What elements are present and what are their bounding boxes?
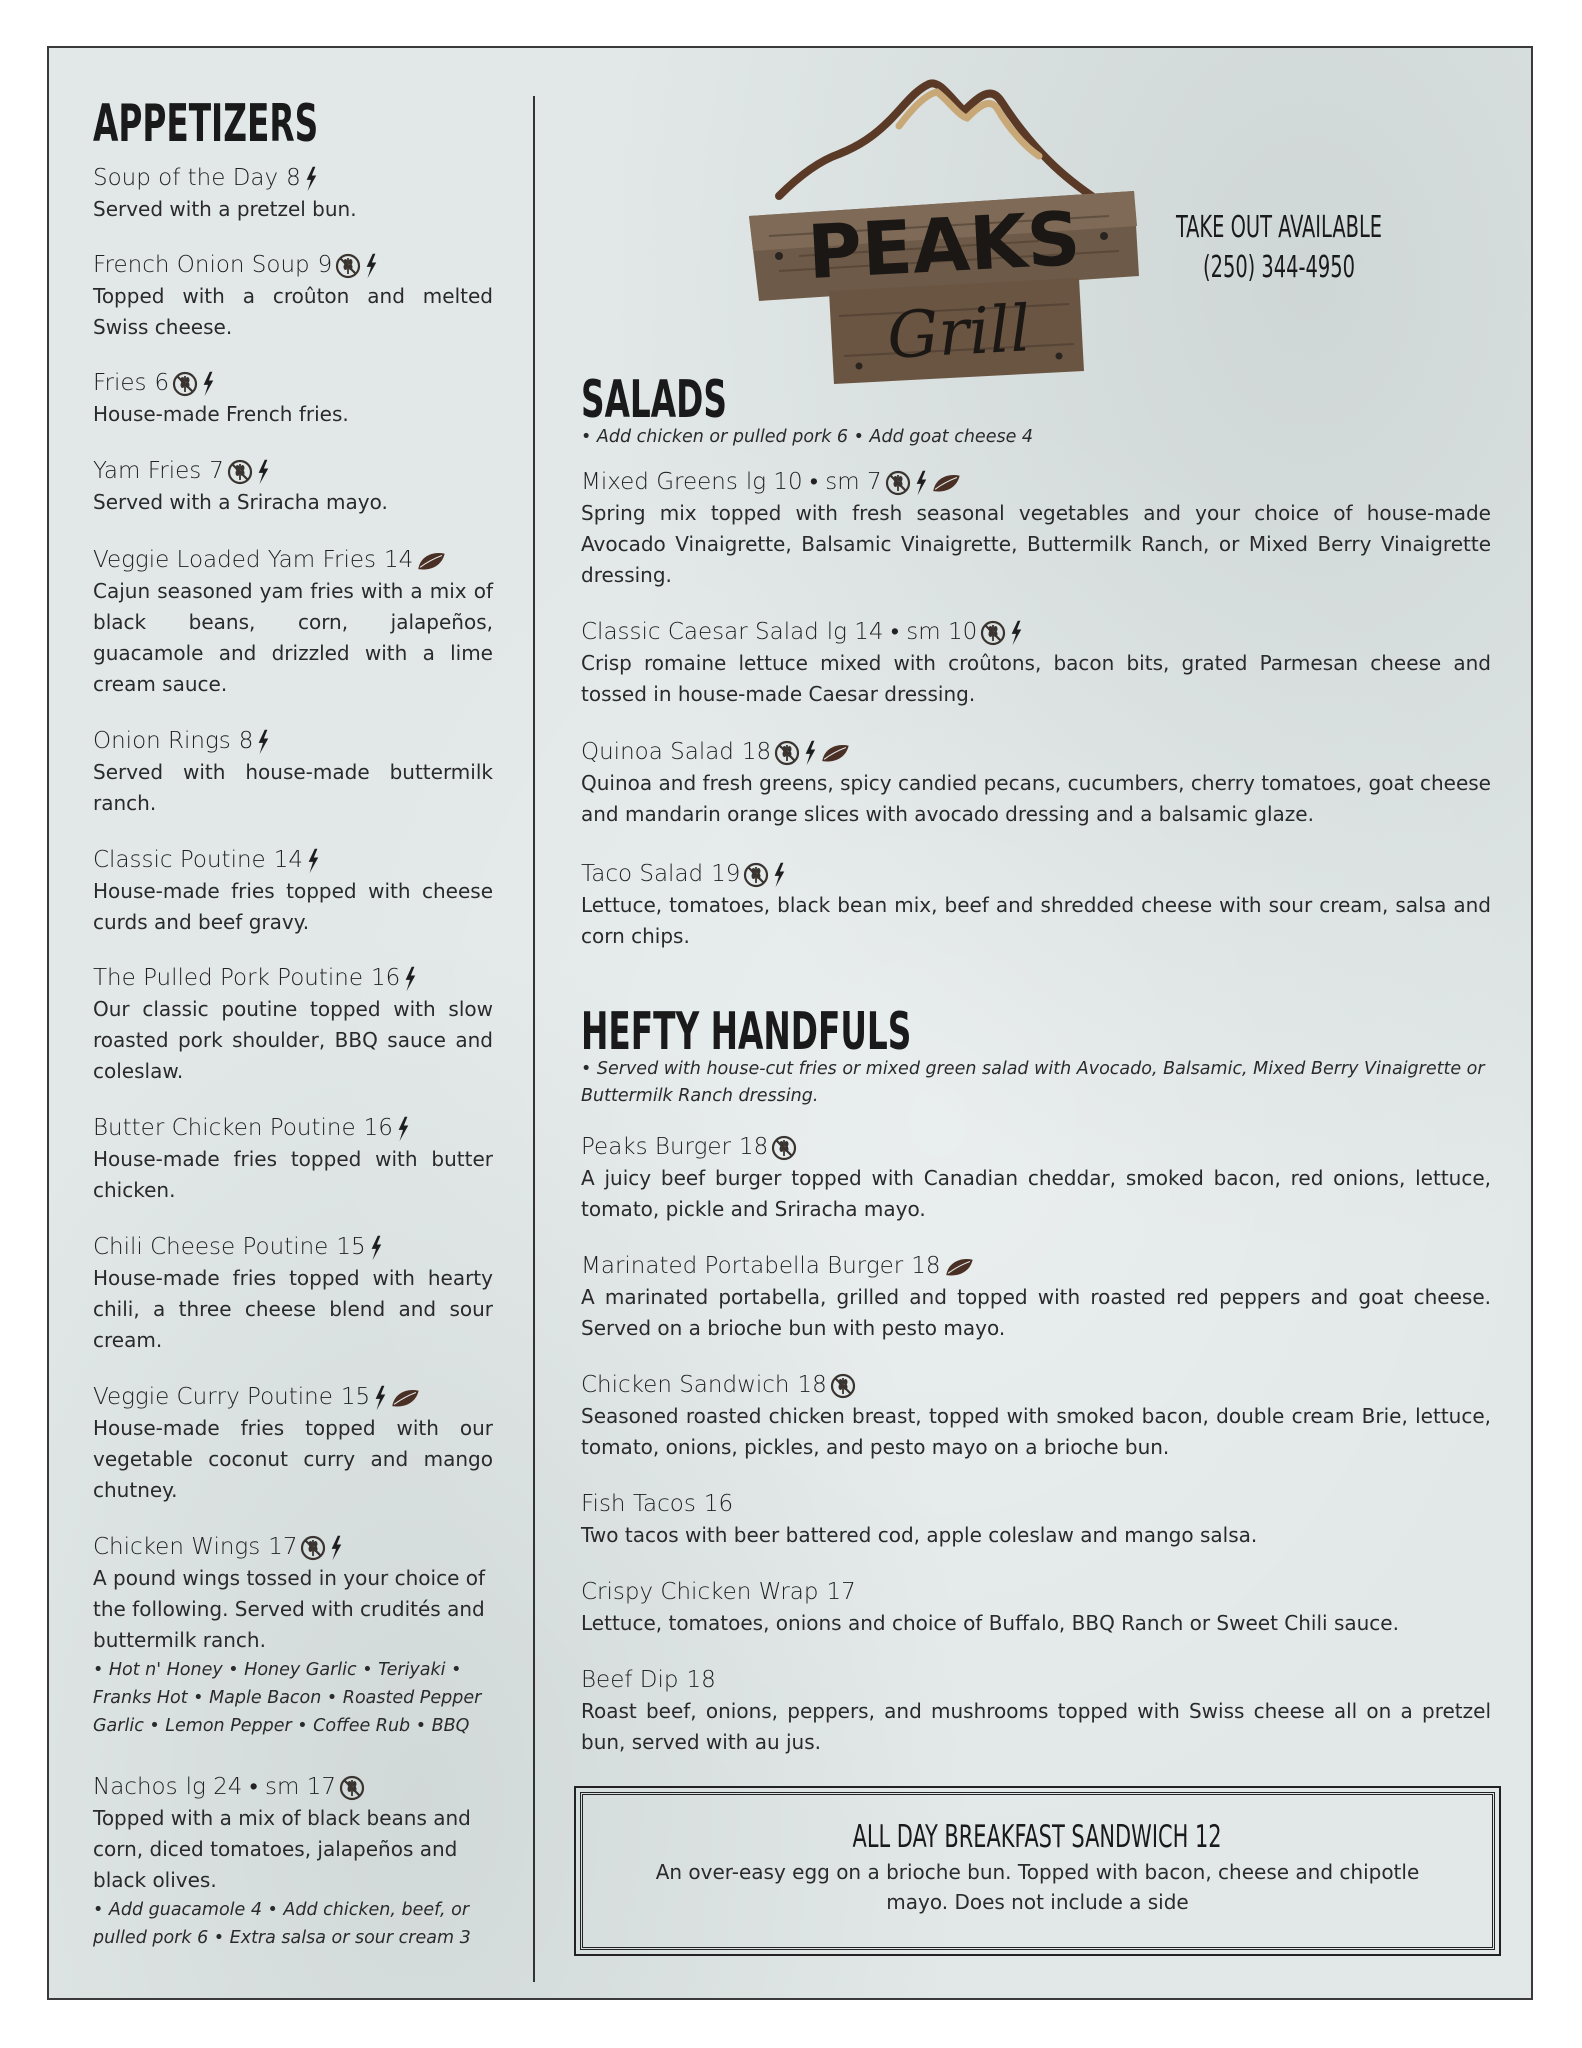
item-price: 16 [703, 1491, 734, 1517]
logo-grill-text: Grill [885, 292, 1033, 374]
column-divider [533, 96, 535, 1982]
salads-addons-note: • Add chicken or pulled pork 6 • Add goat cheese 4 [581, 427, 1034, 447]
gluten-free-icon [771, 1135, 797, 1161]
item-name: Nachos [93, 1774, 178, 1800]
menu-item-butter-chicken-poutine [93, 1112, 493, 1206]
leaf-icon [416, 551, 446, 571]
gluten-free-icon [339, 1775, 365, 1801]
menu-item-fries [93, 367, 493, 430]
item-name: Chili Cheese Poutine [93, 1234, 329, 1260]
item-description: Crisp romaine lettuce mixed with croûtons, bacon bits, grated Parmesan cheese and tossed in house-made Caesar dressing. [581, 651, 1491, 706]
lightning-icon [403, 966, 417, 992]
item-name: Peaks Burger [581, 1134, 732, 1160]
item-description: Served with a pretzel bun. [93, 197, 357, 221]
item-price: 15 [340, 1384, 371, 1410]
menu-item-veggie-curry-poutine [93, 1381, 493, 1506]
takeout-label: TAKE OUT AVAILABLE [1175, 210, 1383, 245]
item-description: Two tacos with beer battered cod, apple coleslaw and mango salsa. [581, 1523, 1258, 1547]
menu-item-pulled-pork-poutine [93, 962, 493, 1087]
item-name: Taco Salad [581, 861, 704, 887]
item-description: House-made fries topped with butter chicken. [93, 1147, 493, 1202]
item-price: 18 [741, 739, 772, 765]
gluten-free-icon [172, 371, 198, 397]
gluten-free-icon [980, 620, 1006, 646]
item-price: 9 [317, 252, 333, 278]
item-price: 8 [238, 728, 254, 754]
menu-item-crispy-chicken-wrap [581, 1576, 1491, 1639]
lightning-icon [803, 740, 817, 766]
item-description: Roast beef, onions, peppers, and mushrooms topped with Swiss cheese all on a pretzel bun, served with au jus. [581, 1699, 1491, 1754]
item-price: 17 [826, 1579, 856, 1605]
gluten-free-icon [300, 1535, 326, 1561]
item-price: lg 10 • sm 7 [745, 469, 882, 495]
menu-item-peaks-burger [581, 1131, 1491, 1225]
item-name: Fries [93, 370, 147, 396]
logo-peaks-text: PEAKS [805, 195, 1083, 297]
item-description: Spring mix topped with fresh seasonal vegetables and your choice of house-made Avocado Vinaigrette, Balsamic Vinaigrette, Buttermilk Ranch, or Mixed Berry Vinaigrette dressing. [581, 501, 1491, 587]
item-name: Onion Rings [93, 728, 231, 754]
item-options-note: • Hot n' Honey • Honey Garlic • Teriyaki • Franks Hot • Maple Bacon • Roasted Pepper Garlic • Lemon Pepper • Coffee Rub • BBQ [93, 1660, 482, 1736]
item-description: Served with house-made buttermilk ranch. [93, 760, 493, 815]
menu-item-french-onion-soup [93, 249, 493, 343]
item-description: Topped with a mix of black beans and corn, diced tomatoes, jalapeños and black olives. [93, 1806, 471, 1892]
handfuls-sides-note: • Served with house-cut fries or mixed green salad with Avocado, Balsamic, Mixed Berry Vinaigrette or Buttermilk Ranch dressing. [581, 1059, 1485, 1106]
item-name: Veggie Curry Poutine [93, 1384, 333, 1410]
menu-item-marinated-portabella-burger [581, 1250, 1491, 1344]
menu-item-fish-tacos [581, 1488, 1491, 1551]
leaf-icon [820, 743, 850, 763]
item-description: Quinoa and fresh greens, spicy candied pecans, cucumbers, cherry tomatoes, goat cheese and mandarin orange slices with avocado dressing and a balsamic glaze. [581, 771, 1491, 826]
item-name: Fish Tacos [581, 1491, 696, 1517]
item-price: 15 [336, 1234, 366, 1260]
item-price: 8 [286, 165, 301, 191]
item-name: Crispy Chicken Wrap [581, 1579, 819, 1605]
menu-item-classic-poutine [93, 844, 493, 938]
lightning-icon [914, 470, 928, 496]
peaks-grill-logo [739, 66, 1149, 396]
gluten-free-icon [774, 740, 800, 766]
menu-item-onion-rings [93, 725, 493, 819]
item-name: Yam Fries [93, 458, 202, 484]
menu-item-beef-dip [581, 1664, 1491, 1758]
item-name: Butter Chicken Poutine [93, 1115, 356, 1141]
item-description: House-made French fries. [93, 402, 349, 426]
menu-item-classic-caesar-salad [581, 616, 1491, 710]
lightning-icon [256, 729, 270, 755]
item-name: Chicken Sandwich [581, 1372, 790, 1398]
takeout-info [1171, 208, 1387, 288]
item-name: Chicken Wings [93, 1534, 261, 1560]
item-description: House-made fries topped with hearty chili, a three cheese blend and sour cream. [93, 1266, 493, 1352]
menu-item-chicken-wings [93, 1531, 493, 1740]
lightning-icon [201, 371, 215, 397]
item-description: Cajun seasoned yam fries with a mix of black beans, corn, jalapeños, guacamole and drizzled with a lime cream sauce. [93, 579, 493, 696]
item-price: 18 [686, 1667, 716, 1693]
item-price: 19 [711, 861, 741, 887]
lightning-icon [304, 166, 318, 192]
gluten-free-icon [227, 459, 253, 485]
lightning-icon [256, 459, 270, 485]
menu-item-nachos [93, 1771, 493, 1952]
item-price: 17 [268, 1534, 298, 1560]
lightning-icon [373, 1385, 387, 1411]
item-description: A pound wings tossed in your choice of the following. Served with crudités and buttermilk ranch. [93, 1566, 486, 1652]
item-name: Beef Dip [581, 1667, 679, 1693]
lightning-icon [329, 1535, 343, 1561]
item-name: Quinoa Salad [581, 739, 734, 765]
item-price: lg 24 • sm 17 [185, 1774, 336, 1800]
item-price: 14 [273, 847, 303, 873]
appetizers-heading: APPETIZERS [93, 94, 319, 154]
menu-item-taco-salad [581, 858, 1491, 952]
item-price: 16 [363, 1115, 393, 1141]
all-day-breakfast-box [580, 1792, 1495, 1950]
item-options-note: • Add guacamole 4 • Add chicken, beef, or pulled pork 6 • Extra salsa or sour cream 3 [93, 1900, 471, 1948]
item-description: Seasoned roasted chicken breast, topped with smoked bacon, double cream Brie, lettuce, tomato, onions, pickles, and pesto mayo on a brioche bun. [581, 1404, 1491, 1459]
item-description: A juicy beef burger topped with Canadian cheddar, smoked bacon, red onions, lettuce, tomato, pickle and Sriracha mayo. [581, 1166, 1491, 1221]
item-name: Veggie Loaded Yam Fries [93, 547, 377, 573]
lightning-icon [772, 862, 786, 888]
item-name: Marinated Portabella Burger [581, 1253, 904, 1279]
item-price: 14 [384, 547, 414, 573]
item-name: French Onion Soup [93, 252, 310, 278]
gluten-free-icon [743, 862, 769, 888]
item-price: 7 [209, 458, 224, 484]
item-price: 18 [739, 1134, 769, 1160]
leaf-icon [390, 1388, 420, 1408]
menu-item-yam-fries [93, 455, 493, 518]
menu-item-soup-of-the-day [93, 162, 493, 225]
gluten-free-icon [830, 1373, 856, 1399]
lightning-icon [1009, 620, 1023, 646]
item-description: Lettuce, tomatoes, onions and choice of Buffalo, BBQ Ranch or Sweet Chili sauce. [581, 1611, 1399, 1635]
item-description: A marinated portabella, grilled and topped with roasted red peppers and goat cheese. Served on a brioche bun with pesto mayo. [581, 1285, 1491, 1340]
item-price: 18 [911, 1253, 941, 1279]
leaf-icon [931, 473, 961, 493]
item-price: 18 [797, 1372, 827, 1398]
breakfast-title: ALL DAY BREAKFAST SANDWICH 12 [852, 1819, 1223, 1855]
leaf-icon [944, 1257, 974, 1277]
lightning-icon [364, 253, 378, 279]
breakfast-description: An over-easy egg on a brioche bun. Topped with bacon, cheese and chipotle mayo. Does not include a side [655, 1860, 1420, 1914]
item-price: 16 [371, 965, 401, 991]
gluten-free-icon [335, 253, 361, 279]
menu-item-chicken-sandwich [581, 1369, 1491, 1463]
item-price: lg 14 • sm 10 [826, 619, 978, 645]
item-description: Topped with a croûton and melted Swiss cheese. [93, 284, 493, 339]
menu-item-veggie-loaded-yam-fries [93, 544, 493, 700]
item-name: The Pulled Pork Poutine [93, 965, 364, 991]
lightning-icon [396, 1116, 410, 1142]
hefty-handfuls-heading: HEFTY HANDFULS [581, 1002, 912, 1062]
gluten-free-icon [885, 470, 911, 496]
item-description: Served with a Sriracha mayo. [93, 490, 388, 514]
lightning-icon [369, 1235, 383, 1261]
menu-sheet [47, 46, 1533, 2000]
item-price: 6 [154, 370, 170, 396]
item-description: Lettuce, tomatoes, black bean mix, beef and shredded cheese with sour cream, salsa and corn chips. [581, 893, 1491, 948]
item-name: Classic Caesar Salad [581, 619, 819, 645]
menu-item-quinoa-salad [581, 736, 1491, 830]
lightning-icon [306, 848, 320, 874]
item-description: Our classic poutine topped with slow roasted pork shoulder, BBQ sauce and coleslaw. [93, 997, 493, 1083]
item-name: Classic Poutine [93, 847, 266, 873]
item-name: Mixed Greens [581, 469, 738, 495]
salads-heading: SALADS [581, 370, 727, 430]
menu-item-mixed-greens [581, 466, 1491, 591]
item-name: Soup of the Day [93, 165, 279, 191]
item-description: House-made fries topped with cheese curds and beef gravy. [93, 879, 493, 934]
menu-item-chili-cheese-poutine [93, 1231, 493, 1356]
phone-number: (250) 344-4950 [1203, 250, 1355, 285]
item-description: House-made fries topped with our vegetable coconut curry and mango chutney. [93, 1416, 493, 1502]
